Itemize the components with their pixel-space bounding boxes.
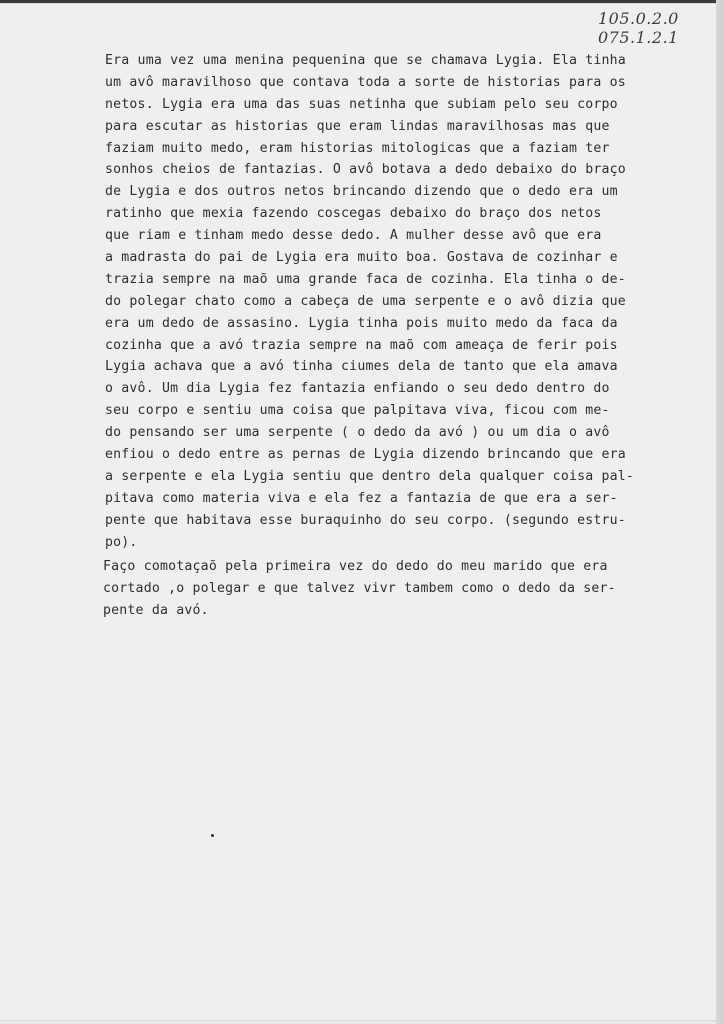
text-line: pente da avó. (103, 603, 209, 619)
text-line: a serpente e ela Lygia sentiu que dentro dela qualquer coisa pal- (105, 468, 635, 484)
text-line: um avô maravilhoso que contava toda a sorte de historias para os (105, 74, 626, 90)
text-line: o avô. Um dia Lygia fez fantazia enfiando o seu dedo dentro do (105, 381, 610, 397)
text-line: netos. Lygia era uma das suas netinha que subiam pelo seu corpo (105, 96, 618, 112)
text-line: enfiou o dedo entre as pernas de Lygia dizendo brincando que era (105, 447, 626, 463)
text-line: Era uma vez uma menina pequenina que se chamava Lygia. Ela tinha (105, 53, 626, 68)
text-line: a madrasta do pai de Lygia era muito boa. Gostava de cozinhar e (105, 250, 618, 266)
archive-code-line-2: 075.1.2.1 (598, 28, 679, 47)
text-line: cozinha que a avó trazia sempre na maõ com ameaça de ferir pois (105, 337, 618, 353)
text-line: po). (105, 534, 138, 550)
text-line: pente que habitava esse buraquinho do seu corpo. (segundo estru- (105, 512, 626, 528)
ink-speck (211, 834, 214, 837)
text-line: faziam muito medo, eram historias mitologicas que a faziam ter (105, 140, 610, 156)
text-line: de Lygia e dos outros netos brincando dizendo que o dedo era um (105, 184, 618, 200)
page-right-edge (716, 0, 724, 1024)
text-line: do polegar chato como a cabeça de uma serpente e o avô dizia que (105, 293, 626, 309)
text-line: para escutar as historias que eram lindas maravilhosas mas que (105, 118, 610, 134)
typewritten-page (0, 4, 716, 1020)
text-line: Faço comotaçaõ pela primeira vez do dedo do meu marido que era (103, 559, 608, 575)
text-line: era um dedo de assasino. Lygia tinha pois muito medo da faca da (105, 315, 618, 331)
text-line: Lygia achava que a avó tinha ciumes dela de tanto que ela amava (105, 359, 618, 375)
text-line: seu corpo e sentiu uma coisa que palpitava viva, ficou com me- (105, 403, 610, 419)
text-line: ratinho que mexia fazendo coscegas debaixo do braço dos netos (105, 206, 602, 222)
paragraph-1 (105, 50, 695, 553)
text-line: do pensando ser uma serpente ( o dedo da avó ) ou um dia o avô (105, 425, 610, 441)
text-line: trazia sempre na maõ uma grande faca de cozinha. Ela tinha o de- (105, 271, 626, 287)
archive-code (598, 9, 679, 47)
paragraph-2 (105, 556, 695, 622)
text-line: que riam e tinham medo desse dedo. A mulher desse avô que era (105, 228, 602, 244)
text-line: cortado ,o polegar e que talvez vivr tambem como o dedo da ser- (103, 581, 616, 597)
text-line: pitava como materia viva e ela fez a fantazia de que era a ser- (105, 490, 618, 506)
text-line: sonhos cheios de fantazias. O avô botava a dedo debaixo do braço (105, 162, 626, 178)
typed-text (105, 50, 695, 622)
archive-code-line-1: 105.0.2.0 (598, 9, 679, 28)
